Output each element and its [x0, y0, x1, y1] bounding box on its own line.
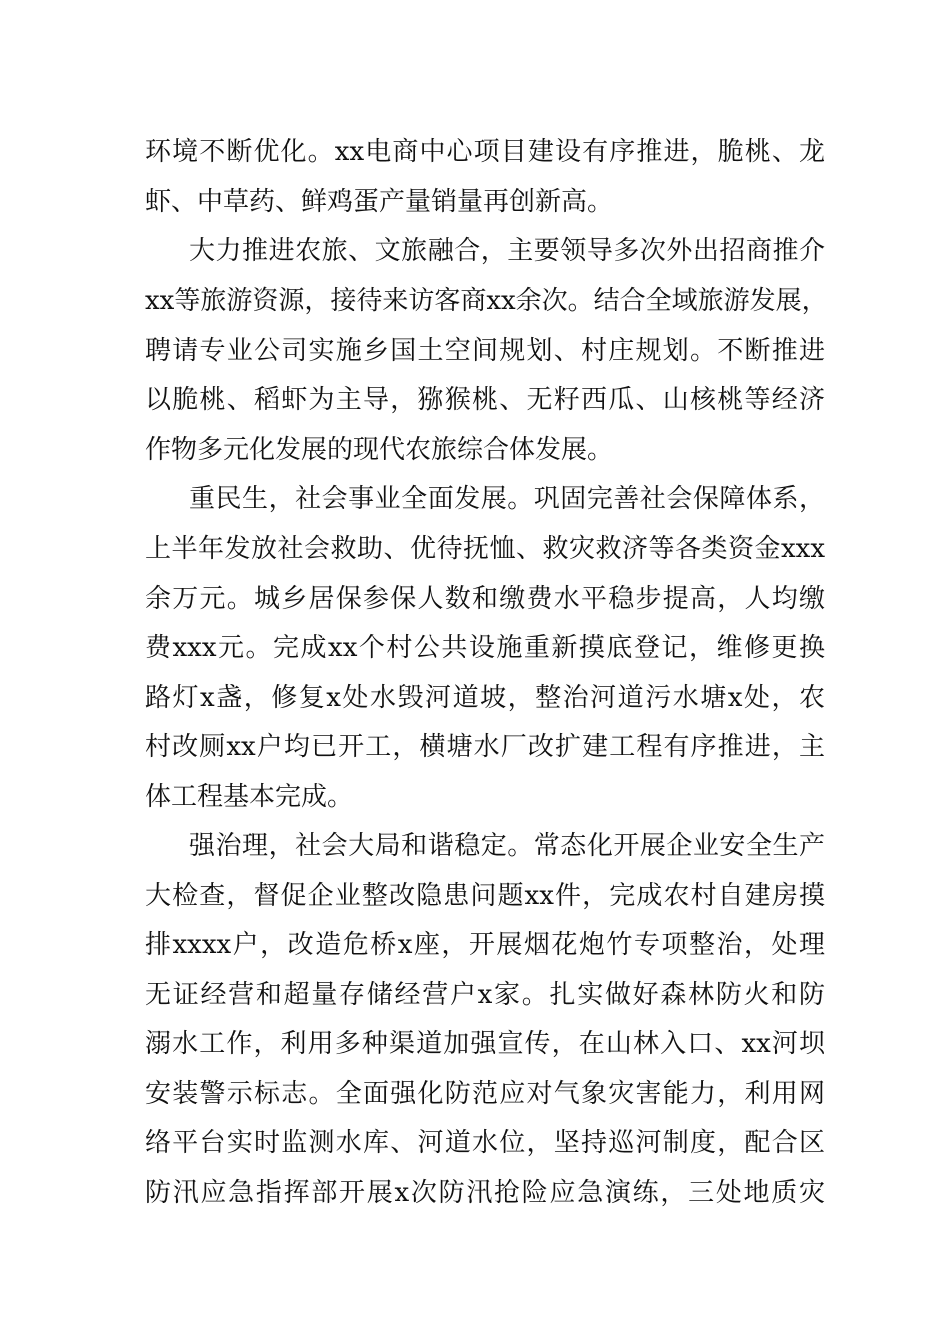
text-line: 费xxx元。完成xx个村公共设施重新摸底登记，维修更换	[145, 633, 825, 663]
paragraph-first-line: 大力推进农旅、文旅融合，主要领导多次外出招商推介	[189, 236, 825, 266]
text-line: 安装警示标志。全面强化防范应对气象灾害能力，利用网	[145, 1079, 825, 1109]
text-line: 村改厕xx户均已开工，横塘水厂改扩建工程有序推进，主	[145, 732, 825, 762]
text-line: 环境不断优化。xx电商中心项目建设有序推进，脆桃、龙	[145, 137, 825, 167]
paragraph-first-line: 重民生，社会事业全面发展。巩固完善社会保障体系，	[189, 484, 825, 514]
text-line: 以脆桃、稻虾为主导，猕猴桃、无籽西瓜、山核桃等经济	[145, 385, 825, 415]
text-line: 体工程基本完成。	[145, 782, 354, 812]
text-line: 聘请专业公司实施乡国土空间规划、村庄规划。不断推进	[145, 336, 825, 366]
text-line: 路灯x盏，修复x处水毁河道坡，整治河道污水塘x处，农	[145, 683, 825, 713]
text-line: 作物多元化发展的现代农旅综合体发展。	[145, 435, 614, 465]
text-line: 防汛应急指挥部开展x次防汛抢险应急演练，三处地质灾	[145, 1178, 825, 1208]
text-line: 溺水工作，利用多种渠道加强宣传，在山林入口、xx河坝	[145, 1029, 825, 1059]
paragraph-first-line: 强治理，社会大局和谐稳定。常态化开展企业安全生产	[189, 831, 825, 861]
text-line: 无证经营和超量存储经营户x家。扎实做好森林防火和防	[145, 980, 825, 1010]
text-line: 上半年发放社会救助、优待抚恤、救灾救济等各类资金xxx	[145, 534, 825, 564]
text-line: 络平台实时监测水库、河道水位，坚持巡河制度，配合区	[145, 1128, 825, 1158]
text-line: 虾、中草药、鲜鸡蛋产量销量再创新高。	[145, 187, 614, 217]
text-line: 大检查，督促企业整改隐患问题xx件，完成农村自建房摸	[145, 881, 825, 911]
text-line: 余万元。城乡居保参保人数和缴费水平稳步提高，人均缴	[145, 584, 825, 614]
text-line: xx等旅游资源，接待来访客商xx余次。结合全域旅游发展，	[145, 286, 828, 316]
text-line: 排xxxx户，改造危桥x座，开展烟花炮竹专项整治，处理	[145, 930, 825, 960]
